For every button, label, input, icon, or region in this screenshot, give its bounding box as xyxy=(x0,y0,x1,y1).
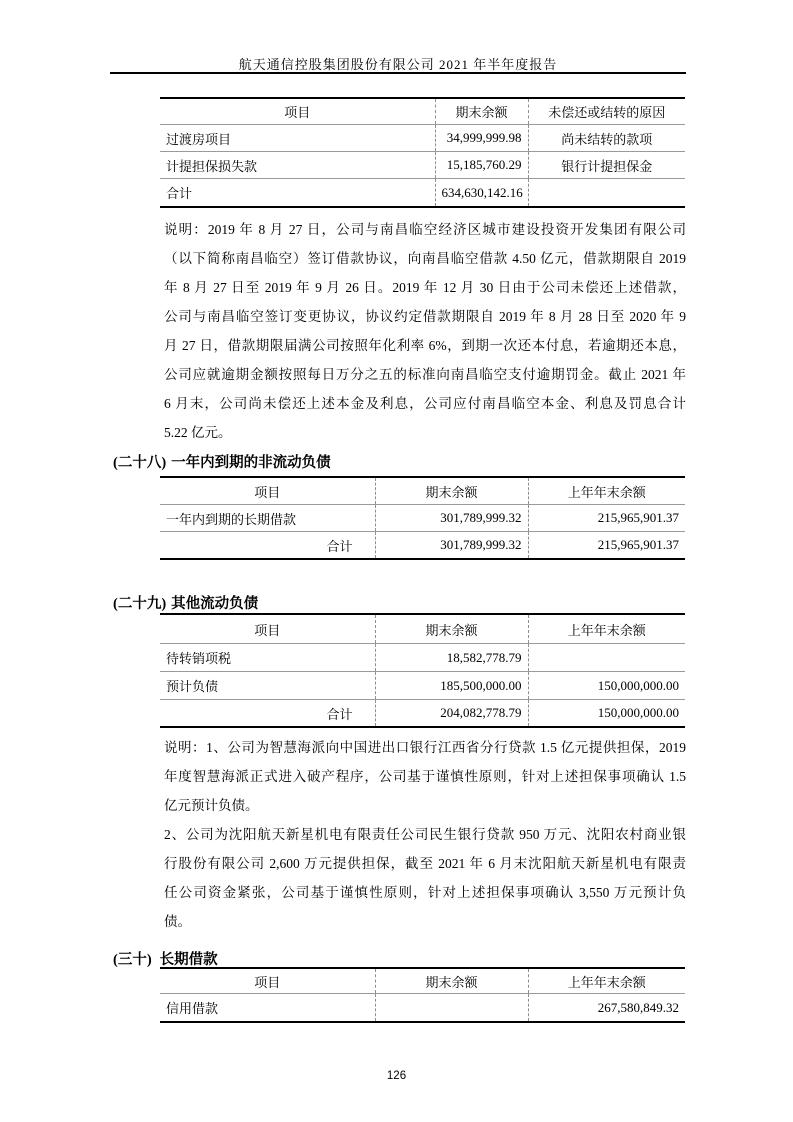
table-cell: 215,965,901.37 xyxy=(528,505,685,532)
table-cell: 一年内到期的长期借款 xyxy=(160,505,375,532)
table-header-cell: 未偿还或结转的原因 xyxy=(528,98,685,125)
note-line: 年度智慧海派正式进入破产程序，公司基于谨慎性原则，针对上述担保事项确认 1.5 xyxy=(164,769,686,784)
table-cell xyxy=(528,179,685,208)
table-header-cell: 项目 xyxy=(284,105,311,120)
section-heading-30 xyxy=(113,948,218,969)
table-cell: 34,999,999.98 xyxy=(435,125,528,152)
section-title: 一年内到期的非流动负债 xyxy=(171,455,331,471)
page-number: 126 xyxy=(386,1070,407,1082)
section-number: (二十九) xyxy=(113,596,167,612)
table-row xyxy=(160,994,685,1023)
guarantee-provision-note xyxy=(164,733,686,936)
note-line: 2、公司为沈阳航天新星机电有限责任公司民生银行贷款 950 万元、沈阳农村商业银 xyxy=(164,827,686,842)
table-cell xyxy=(528,644,685,672)
section-number: (三十) xyxy=(113,952,152,968)
note-line: 债。 xyxy=(164,914,191,929)
table-header-cell: 项目 xyxy=(254,974,281,990)
note-line: 行股份有限公司 2,600 万元提供担保，截至 2021 年 6 月末沈阳航天新星机电有限责 xyxy=(164,856,686,871)
table-header-cell: 期末余额 xyxy=(375,968,528,994)
note-line: 月 27 日，借款期限届满公司按照年化利率 6%，到期一次还本付息，若逾期还本息， xyxy=(164,338,686,353)
table-header-row xyxy=(160,98,685,125)
table-cell: 合计 xyxy=(160,532,375,560)
table-cell: 267,580,849.32 xyxy=(528,994,685,1023)
table-cell: 204,082,778.79 xyxy=(375,700,528,728)
section-number: (二十八) xyxy=(113,455,167,471)
note-line: （以下简称南昌临空）签订借款协议，向南昌临空借款 4.50 亿元，借款期限自 2019 xyxy=(164,251,686,266)
table-cell: 过渡房项目 xyxy=(160,125,435,152)
table-cell: 尚未结转的款项 xyxy=(528,125,685,152)
table-cell: 634,630,142.16 xyxy=(435,179,528,208)
note-line: 说明：1、公司为智慧海派向中国进出口银行江西省分行贷款 1.5 亿元提供担保，2019 xyxy=(164,740,686,755)
note-line: 公司与南昌临空签订变更协议，协议约定借款期限自 2019 年 8 月 28 日至 2020 年 9 xyxy=(164,309,686,324)
note-line: 说明：2019 年 8 月 27 日，公司与南昌临空经济区城市建设投资开发集团有限公司 xyxy=(164,222,686,237)
note-line: 公司应就逾期金额按照每日万分之五的标准向南昌临空支付逾期罚金。截止 2021 年 xyxy=(164,367,686,382)
unpaid-items-table xyxy=(160,97,685,208)
section-heading-29 xyxy=(113,592,258,613)
table-cell: 15,185,760.29 xyxy=(435,152,528,179)
table-header-cell: 上年年末余额 xyxy=(528,477,685,505)
section-title: 其他流动负债 xyxy=(171,596,259,612)
table-cell: 150,000,000.00 xyxy=(528,700,685,728)
table-header-cell: 期末余额 xyxy=(375,477,528,505)
other-current-liabilities-table xyxy=(160,613,685,728)
table-cell: 合计 xyxy=(160,179,435,208)
table-cell: 185,500,000.00 xyxy=(375,672,528,700)
table-header-cell: 项目 xyxy=(254,622,281,638)
table-header-cell: 项目 xyxy=(254,484,281,500)
table-row xyxy=(160,644,685,672)
long-term-loans-table xyxy=(160,967,685,1023)
table-header-cell: 上年年末余额 xyxy=(528,614,685,644)
table-row xyxy=(160,125,685,152)
note-line: 任公司资金紧张，公司基于谨慎性原则，针对上述担保事项确认 3,550 万元预计负 xyxy=(164,885,686,900)
table-total-row xyxy=(160,532,685,560)
table-row xyxy=(160,505,685,532)
table-header-cell: 期末余额 xyxy=(375,614,528,644)
table-header-cell: 上年年末余额 xyxy=(528,968,685,994)
table-cell: 待转销项税 xyxy=(160,644,375,672)
table-cell: 银行计提担保金 xyxy=(528,152,685,179)
table-cell: 301,789,999.32 xyxy=(375,505,528,532)
table-header-cell: 期末余额 xyxy=(435,98,528,125)
table-cell: 合计 xyxy=(160,700,375,728)
table-cell: 150,000,000.00 xyxy=(528,672,685,700)
section-heading-28 xyxy=(113,451,331,472)
table-header-row xyxy=(160,614,685,644)
table-cell: 计提担保损失款 xyxy=(160,152,435,179)
section-title: 长期借款 xyxy=(159,952,218,968)
table-row xyxy=(160,152,685,179)
table-cell: 301,789,999.32 xyxy=(375,532,528,560)
note-line: 亿元预计负债。 xyxy=(164,798,259,813)
table-total-row xyxy=(160,700,685,728)
table-header-row xyxy=(160,477,685,505)
report-header-title: 航天通信控股集团股份有限公司 2021 年半年度报告 xyxy=(238,57,558,72)
table-cell: 信用借款 xyxy=(160,994,375,1023)
table-header-row xyxy=(160,968,685,994)
note-line: 5.22 亿元。 xyxy=(164,425,232,440)
table-row xyxy=(160,672,685,700)
table-total-row xyxy=(160,179,685,208)
header-rule xyxy=(110,72,686,74)
table-cell xyxy=(375,994,528,1023)
loan-agreement-note xyxy=(164,215,686,447)
note-line: 年 8 月 27 日至 2019 年 9 月 26 日。2019 年 12 月 30 日由于公司未偿还上述借款， xyxy=(164,280,686,295)
table-cell: 18,582,778.79 xyxy=(375,644,528,672)
table-cell: 预计负债 xyxy=(160,672,375,700)
note-line: 6 月末，公司尚未偿还上述本金及利息，公司应付南昌临空本金、利息及罚息合计 xyxy=(164,396,686,411)
current-maturities-table xyxy=(160,476,685,560)
table-cell: 215,965,901.37 xyxy=(528,532,685,560)
